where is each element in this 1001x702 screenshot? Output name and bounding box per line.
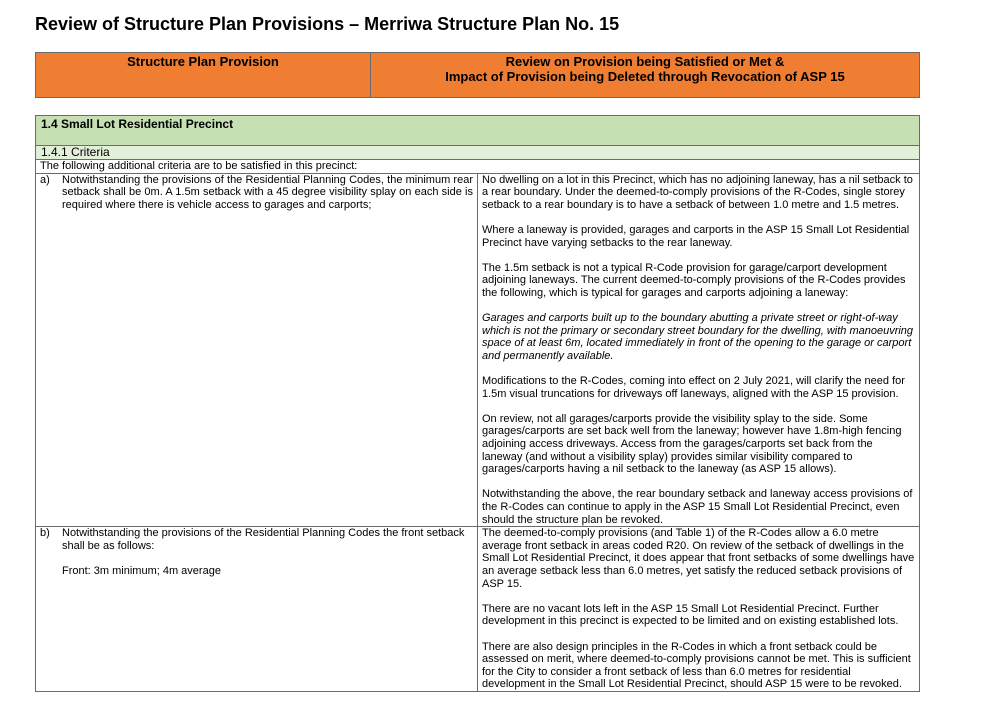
review-quote-paragraph: Garages and carports built up to the boundary abutting a private street or right-of-way which is not the primary or secondary street boundary for the dwelling, with manoeuvring space of at least 6m, located immediately in front of the opening to the garage or carport and permanently available. <box>482 312 914 362</box>
review-paragraph: There are also design principles in the R-Codes in which a front setback could be assessed on merit, where deemed-to-comply provisions cannot be met. This is sufficient for the City to consider a front setback of less than 6.0 metres for residential development in the Small Lot Residential Precinct, should ASP 15 were to be revoked. <box>482 640 911 691</box>
criteria-table <box>35 115 920 692</box>
page-title: Review of Structure Plan Provisions – Merriwa Structure Plan No. 15 <box>35 14 620 34</box>
header-review-line-2: Impact of Provision being Deleted through Revocation of ASP 15 <box>445 69 845 84</box>
review-paragraph: Notwithstanding the above, the rear boundary setback and laneway access provisions of the R-Codes can continue to apply in the ASP 15 Small Lot Residential Precinct, even should the structure plan be revoked. <box>482 488 913 526</box>
criterion-label: a) <box>40 173 50 186</box>
review-paragraph: The deemed-to-comply provisions (and Table 1) of the R-Codes allow a 6.0 metre average front setback in areas coded R20. On review of the setback of dwellings in the Small Lot Residential Precinct, it does appear that front setbacks of some dwellings have an average setback less than 6.0 metres, yet satisfy the reduced setback provisions of ASP 15. <box>482 527 915 590</box>
provision-text: Notwithstanding the provisions of the Residential Planning Codes the front setback shall be as follows: <box>62 527 465 552</box>
table-row <box>36 527 920 692</box>
section-heading-row <box>36 116 920 146</box>
criterion-label: b) <box>40 527 50 540</box>
review-paragraph: Where a laneway is provided, garages and carports in the ASP 15 Small Lot Residential Precinct have varying setbacks to the rear laneway. <box>482 223 910 249</box>
review-paragraph: No dwelling on a lot in this Precinct, which has no adjoining laneway, has a nil setback to a rear boundary. Under the deemed-to-comply provisions of the R-Codes, single storey setback to a rear boundary is to have a setback of between 1.0 metre and 1.5 metres. <box>482 173 913 211</box>
review-cell <box>478 173 920 527</box>
provision-cell <box>36 527 478 692</box>
intro-row <box>36 160 920 174</box>
review-paragraph: The 1.5m setback is not a typical R-Code provision for garage/carport development adjoining laneways. The current deemed-to-comply provisions of the R-Codes provides the following, which is typical for garages and carports adjoining a laneway: <box>482 261 906 299</box>
provision-text: Notwithstanding the provisions of the Residential Planning Codes, the minimum rear setback shall be 0m. A 1.5m setback with a 45 degree visibility splay on each side is required where there is vehicle access to garages and carports; <box>62 173 473 211</box>
header-review-line-1: Review on Provision being Satisfied or Met & <box>505 54 785 69</box>
header-review <box>371 53 920 98</box>
table-row <box>36 173 920 527</box>
header-structure-plan-provision: Structure Plan Provision <box>36 53 371 98</box>
review-cell <box>478 527 920 692</box>
intro-text: The following additional criteria are to be satisfied in this precinct: <box>36 160 920 174</box>
provision-text-block <box>62 527 473 577</box>
provision-detail: Front: 3m minimum; 4m average <box>62 565 221 577</box>
review-paragraph: Modifications to the R-Codes, coming into effect on 2 July 2021, will clarify the need for 1.5m visual truncations for driveways off laneways, aligned with the ASP 15 provision. <box>482 375 905 400</box>
subsection-heading-row <box>36 146 920 160</box>
review-paragraph: There are no vacant lots left in the ASP 15 Small Lot Residential Precinct. Further development in this precinct is expected to be limited and on existing established lots. <box>482 602 899 628</box>
subsection-heading: 1.4.1 Criteria <box>36 146 920 160</box>
section-heading: 1.4 Small Lot Residential Precinct <box>36 116 920 146</box>
review-paragraph: On review, not all garages/carports provide the visibility splay to the side. Some garages/carports are set back well from the laneway; however have 1.8m-high fencing adjoining access driveways. Access from the garages/carports set back from the laneway (and without a visibility splay) provides similar visibility compared to garages/carports having a nil setback to the laneway (as ASP 15 allows). <box>482 412 902 476</box>
provision-cell <box>36 173 478 527</box>
column-header-table <box>35 52 920 98</box>
